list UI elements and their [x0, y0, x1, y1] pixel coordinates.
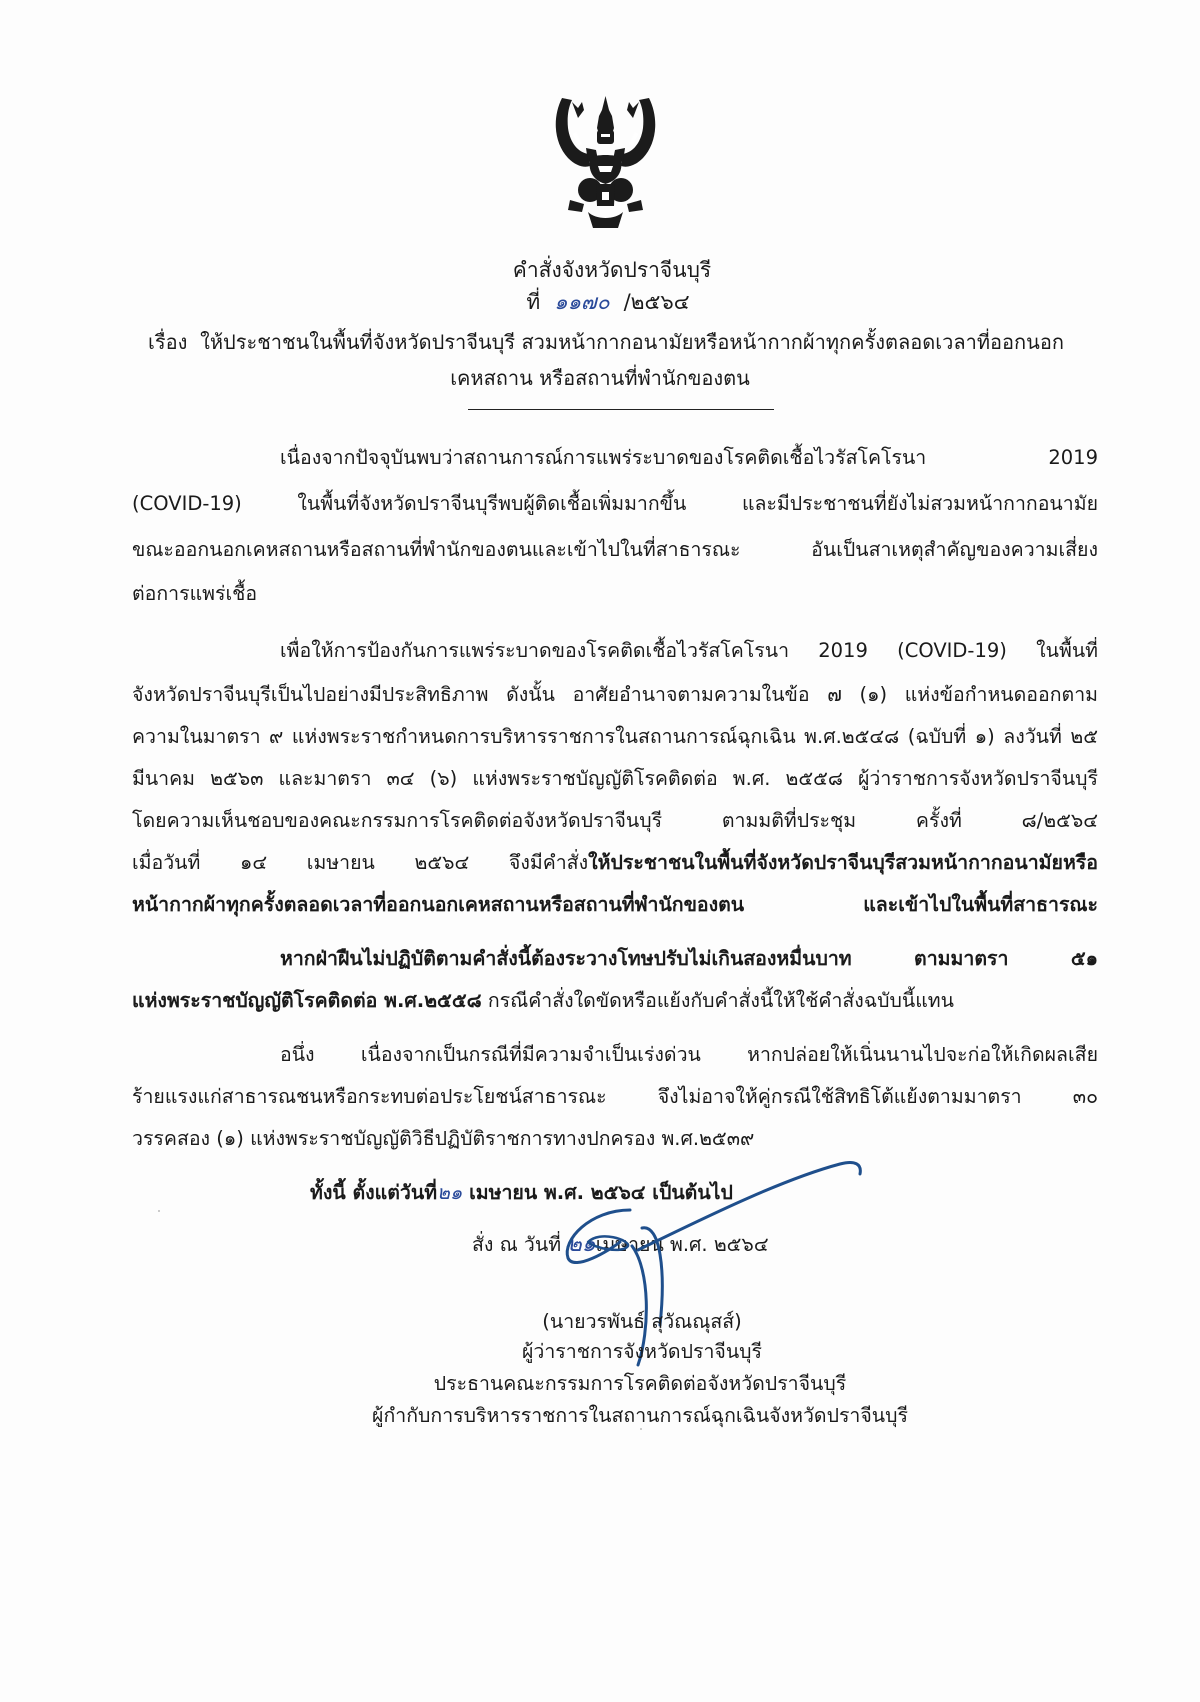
effective-date-prefix: ทั้งนี้ ตั้งแต่วันที่ [310, 1181, 438, 1204]
paragraph-3-line-2-normal: กรณีคำสั่งใดขัดหรือแย้งกับคำสั่งนี้ให้ใช้คำสั่งฉบับนี้แทน [481, 989, 954, 1012]
paragraph-3-line-1: หากฝ่าฝืนไม่ปฏิบัติตามคำสั่งนี้ต้องระวางโทษปรับไม่เกินสองหมื่นบาท ตามมาตรา ๕๑ [280, 947, 1098, 970]
divider [468, 409, 774, 410]
paragraph-2-line-6 [132, 848, 1098, 878]
order-number-year: /๒๕๖๔ [623, 290, 690, 314]
subject-line [148, 324, 1078, 361]
signatory-title-3: ผู้กำกับการบริหารราชการในสถานการณ์ฉุกเฉินจังหวัดปราจีนบุรี [372, 1404, 908, 1427]
scan-speck [158, 1210, 160, 1212]
paragraph-4-line-3: วรรคสอง (๑) แห่งพระราชบัญญัติวิธีปฏิบัติราชการทางปกครอง พ.ศ.๒๕๓๙ [132, 1127, 755, 1150]
paragraph-2-line-2: จังหวัดปราจีนบุรีเป็นไปอย่างมีประสิทธิภาพ ดังนั้น อาศัยอำนาจตามความในข้อ ๗ (๑) แห่งข้อกำหนดออกตาม [132, 683, 1098, 706]
garuda-emblem-icon [548, 88, 663, 233]
paragraph-3-line-2-bold: แห่งพระราชบัญญัติโรคติดต่อ พ.ศ.๒๕๕๘ [132, 989, 482, 1012]
paragraph-2-line-3: ความในมาตรา ๙ แห่งพระราชกำหนดการบริหารราชการในสถานการณ์ฉุกเฉิน พ.ศ.๒๕๔๘ (ฉบับที่ ๑) ลงวันที่ ๒๕ [132, 725, 1098, 748]
scan-speck [640, 1428, 642, 1430]
paragraph-2-line-7: หน้ากากผ้าทุกครั้งตลอดเวลาที่ออกนอกเคหสถานหรือสถานที่พำนักของตน และเข้าไปในพื้นที่สาธารณะ [132, 893, 1098, 916]
paragraph-3-line-2 [132, 986, 1098, 1016]
subject-text-1: ให้ประชาชนในพื้นที่จังหวัดปราจีนบุรี สวมหน้ากากอนามัยหรือหน้ากากผ้าทุกครั้งตลอดเวลาที่ออกนอก [200, 330, 1064, 354]
order-number-prefix: ที่ [526, 290, 541, 314]
paragraph-2-line-4: มีนาคม ๒๕๖๓ และมาตรา ๓๔ (๖) แห่งพระราชบัญญัติโรคติดต่อ พ.ศ. ๒๕๕๘ ผู้ว่าราชการจังหวัดปราจีนบุรี [132, 767, 1098, 790]
paragraph-1-line-1: เนื่องจากปัจจุบันพบว่าสถานการณ์การแพร่ระบาดของโรคติดเชื้อไวรัสโคโรนา 2019 [280, 446, 1098, 469]
subject-label: เรื่อง [148, 330, 188, 354]
subject-text-2: เคหสถาน หรือสถานที่พำนักของตน [450, 366, 750, 390]
paragraph-1-line-3: ขณะออกนอกเคหสถานหรือสถานที่พำนักของตนและเข้าไปในที่สาธารณะ อันเป็นสาเหตุสำคัญของความเสี่ยง [132, 538, 1098, 561]
ordered-on-handwritten-day: ๒๑ [567, 1232, 596, 1257]
ordered-on-date [472, 1230, 892, 1260]
effective-date-suffix: เมษายน พ.ศ. ๒๕๖๔ เป็นต้นไป [462, 1181, 733, 1204]
effective-date [310, 1178, 1070, 1208]
signatory-title-2: ประธานคณะกรรมการโรคติดต่อจังหวัดปราจีนบุรี [433, 1372, 847, 1395]
ordered-on-prefix: สั่ง ณ วันที่ [472, 1233, 568, 1256]
order-title: คำสั่งจังหวัดปราจีนบุรี [512, 258, 712, 282]
paragraph-1-line-4: ต่อการแพร่เชื้อ [132, 582, 258, 605]
paragraph-2-line-5: โดยความเห็นชอบของคณะกรรมการโรคติดต่อจังหวัดปราจีนบุรี ตามมติที่ประชุม ครั้งที่ ๘/๒๕๖๔ [132, 809, 1098, 832]
paragraph-2-line-1: เพื่อให้การป้องกันการแพร่ระบาดของโรคติดเชื้อไวรัสโคโรนา 2019 (COVID-19) ในพื้นที่ [280, 639, 1098, 662]
signatory-title-1: ผู้ว่าราชการจังหวัดปราจีนบุรี [521, 1340, 763, 1363]
paragraph-4-line-2: ร้ายแรงแก่สาธารณชนหรือกระทบต่อประโยชน์สาธารณะ จึงไม่อาจให้คู่กรณีใช้สิทธิโต้แย้งตามมาตรา ๓๐ [132, 1085, 1098, 1108]
order-number [8, 288, 1200, 316]
paragraph-4-line-1: อนึ่ง เนื่องจากเป็นกรณีที่มีความจำเป็นเร่งด่วน หากปล่อยให้เนิ่นนานไปจะก่อให้เกิดผลเสีย [280, 1043, 1098, 1066]
effective-date-handwritten-day: ๒๑ [437, 1181, 463, 1204]
paragraph-2-line-6-bold: ให้ประชาชนในพื้นที่จังหวัดปราจีนบุรีสวมหน้ากากอนามัยหรือ [588, 851, 1098, 874]
ordered-on-suffix: เมษายน พ.ศ. ๒๕๖๔ [595, 1233, 769, 1256]
order-number-handwritten: ๑๑๗๐ [554, 290, 610, 314]
signatory-name: (นายวรพันธ์ สุวัณณุสส์) [542, 1310, 742, 1333]
paragraph-1-line-2: (COVID-19) ในพื้นที่จังหวัดปราจีนบุรีพบผู้ติดเชื้อเพิ่มมากขึ้น และมีประชาชนที่ยังไม่สวมหน้ากากอนามัย [132, 492, 1098, 515]
paragraph-2-line-6-normal: เมื่อวันที่ ๑๔ เมษายน ๒๕๖๔ จึงมีคำสั่ง [132, 851, 589, 874]
